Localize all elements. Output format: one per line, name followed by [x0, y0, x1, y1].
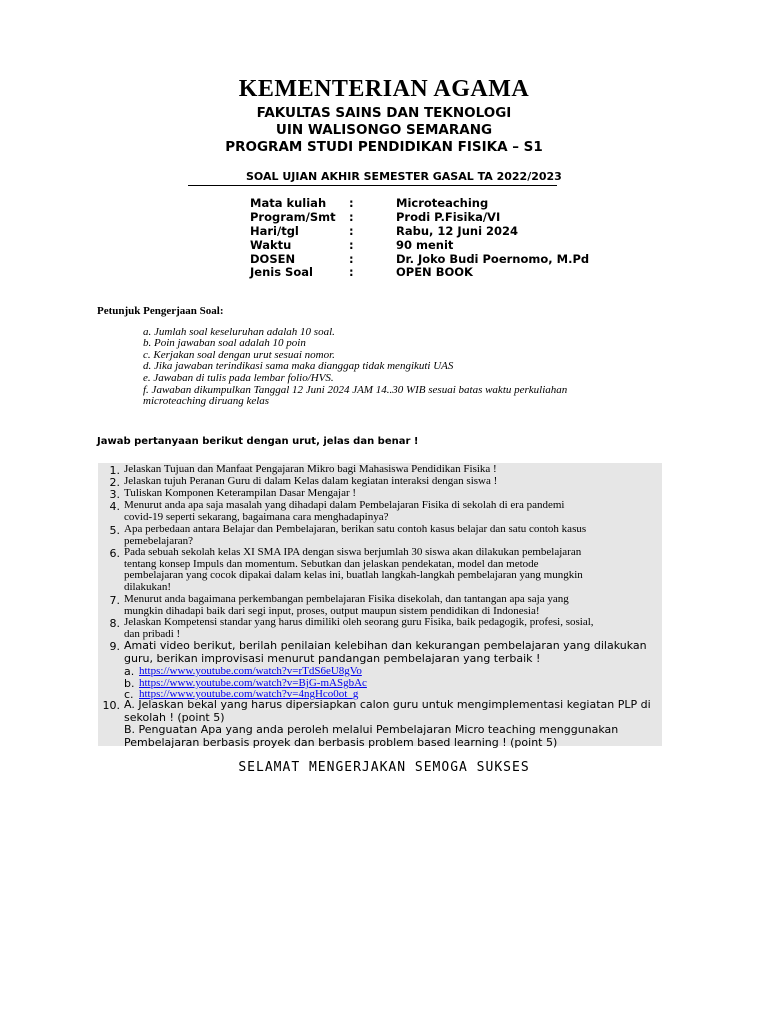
instruction-item: b. Poin jawaban soal adalah 10 poin [143, 337, 306, 349]
question-line: Pembelajaran berbasis proyek dan berbasis problem based learning ! (point 5) [124, 735, 558, 749]
video-link-a[interactable]: https://www.youtube.com/watch?v=rTdS6eU8gVo [139, 665, 362, 677]
info-value: Dr. Joko Budi Poernomo, M.Pd [396, 252, 590, 266]
question-line: dilakukan! [124, 580, 172, 593]
question-number: 9. [109, 640, 120, 653]
ministry-title: KEMENTERIAN AGAMA [238, 76, 530, 102]
info-label: Hari/tgl [250, 224, 299, 238]
question-text [124, 640, 663, 665]
instruction-item: d. Jika jawaban terindikasi sama maka dianggap tidak mengikuti UAS [143, 360, 454, 372]
question-line: sekolah ! (point 5) [124, 710, 225, 724]
video-link-c[interactable]: https://www.youtube.com/watch?v=4ngHco0ot_g [139, 688, 359, 700]
question-text [124, 699, 663, 749]
question-number: 2. [109, 476, 120, 489]
info-value: OPEN BOOK [396, 265, 473, 279]
question-line: Pada sebuah sekolah kelas XI SMA IPA dengan siswa berjumlah 30 siswa akan dilakukan pembelajaran [124, 546, 582, 558]
question-line: Jelaskan Tujuan dan Manfaat Pengajaran Mikro bagi Mahasiswa Pendidikan Fisika ! [124, 463, 497, 475]
question-number: 4. [109, 500, 120, 513]
study-program: PROGRAM STUDI PENDIDIKAN FISIKA – S1 [225, 139, 543, 155]
question-text [124, 488, 663, 500]
link-label: c. [124, 688, 134, 701]
question-text [124, 500, 663, 523]
instruction-item: microteaching diruang kelas [143, 395, 270, 407]
question-line: Jelaskan Kompetensi standar yang harus dimiliki oleh seorang guru Fisika, baik pedagogik, profesi, sosial, [124, 616, 594, 628]
question-line: dan pribadi ! [124, 627, 181, 640]
question-line: B. Penguatan Apa yang anda peroleh melalui Pembelajaran Micro teaching menggunakan [124, 723, 619, 736]
question-line: A. Jelaskan bekal yang harus dipersiapkan calon guru untuk mengimplementasi kegiatan PLP di [124, 698, 651, 711]
info-label: Waktu [250, 238, 292, 252]
header-divider [188, 185, 557, 186]
exam-title: SOAL UJIAN AKHIR SEMESTER GASAL TA 2022/2023 [246, 170, 562, 183]
question-text [124, 476, 663, 488]
question-number: 8. [109, 617, 120, 630]
question-line: Apa perbedaan antara Belajar dan Pembelajaran, berikan satu contoh kasus belajar dan satu contoh kasus [124, 523, 587, 535]
question-line: mungkin dihadapi baik dari segi input, proses, output maupun sistem pendidikan di Indonesia! [124, 604, 540, 617]
video-link-b[interactable]: https://www.youtube.com/watch?v=BjG-mASgbAc [139, 677, 367, 689]
info-separator: : [349, 252, 354, 266]
question-line: pemebelajaran? [124, 534, 194, 547]
question-text [124, 594, 663, 617]
question-number: 7. [109, 594, 120, 607]
university-name: UIN WALISONGO SEMARANG [275, 122, 493, 138]
info-label: DOSEN [250, 252, 296, 266]
instruction-item: f. Jawaban dikumpulkan Tanggal 12 Juni 2024 JAM 14..30 WIB sesuai batas waktu perkuliahan [143, 384, 568, 396]
question-number: 10. [102, 699, 120, 712]
question-line: Menurut anda bagaimana perkembangan pembelajaran Fisika disekolah, dan tantangan apa saja yang [124, 593, 569, 605]
question-line: guru, berikan improvisasi menurut pandangan pembelajaran yang terbaik ! [124, 651, 541, 665]
link-label: a. [124, 665, 135, 678]
question-number: 6. [109, 547, 120, 560]
info-separator: : [349, 265, 354, 279]
info-value: Rabu, 12 Juni 2024 [396, 224, 519, 238]
answer-instruction: Jawab pertanyaan berikut dengan urut, jelas dan benar ! [97, 436, 419, 447]
info-label: Jenis Soal [250, 265, 313, 279]
info-value: Microteaching [396, 196, 489, 210]
question-text [124, 464, 663, 476]
question-line: covid-19 seperti sekarang, bagaimana cara menghadapinya? [124, 510, 389, 523]
question-number: 3. [109, 488, 120, 501]
question-line: Tuliskan Komponen Keterampilan Dasar Mengajar ! [124, 487, 357, 499]
question-line: Amati video berikut, berilah penilaian kelebihan dan kekurangan pembelajaran yang dilakukan [124, 639, 647, 652]
question-text [124, 617, 663, 640]
closing-message: SELAMAT MENGERJAKAN SEMOGA SUKSES [238, 760, 530, 775]
info-separator: : [349, 196, 354, 210]
question-line: pembelajaran yang cocok dipakai dalam kelas ini, buatlah langkah-langkah pembelajaran yang mungkin [124, 569, 583, 581]
link-label: b. [124, 677, 135, 690]
question-line: Menurut anda apa saja masalah yang dihadapi dalam Pembelajaran Fisika di sekolah di era pandemi [124, 499, 565, 511]
info-label: Mata kuliah [250, 196, 327, 210]
question-text [124, 547, 663, 593]
instruction-item: a. Jumlah soal keseluruhan adalah 10 soal. [143, 326, 335, 338]
question-line: Jelaskan tujuh Peranan Guru di dalam Kelas dalam kegiatan interaksi dengan siswa ! [124, 475, 498, 487]
instruction-item: e. Jawaban di tulis pada lembar folio/HVS. [143, 372, 334, 384]
info-separator: : [349, 238, 354, 252]
question-number: 1. [109, 464, 120, 477]
info-value: 90 menit [396, 238, 454, 252]
question-text [124, 524, 663, 547]
instruction-item: c. Kerjakan soal dengan urut sesuai nomor. [143, 349, 335, 361]
info-value: Prodi P.Fisika/VI [396, 210, 501, 224]
info-separator: : [349, 224, 354, 238]
question-number: 5. [109, 524, 120, 537]
info-separator: : [349, 210, 354, 224]
info-label: Program/Smt [250, 210, 336, 224]
question-line: tentang konsep Impuls dan momentum. Sebutkan dan jelaskan pendekatan, model dan metode [124, 557, 539, 570]
instructions-heading: Petunjuk Pengerjaan Soal: [97, 305, 224, 317]
faculty-name: FAKULTAS SAINS DAN TEKNOLOGI [256, 105, 512, 121]
